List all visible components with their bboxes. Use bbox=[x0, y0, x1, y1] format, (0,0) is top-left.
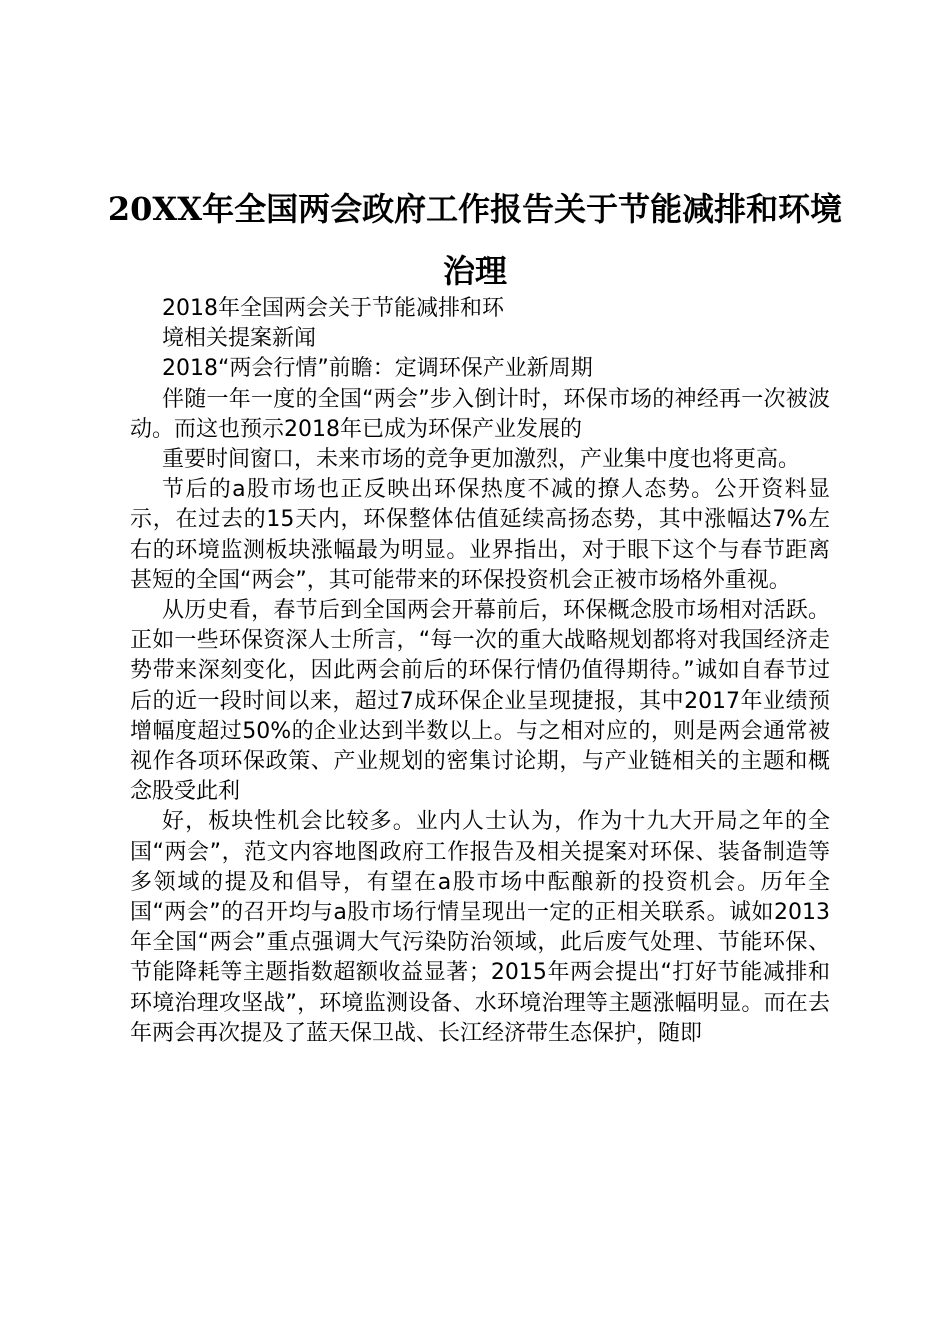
document-body bbox=[130, 294, 830, 1049]
title-text: 年全国两会政府工作报告关于节能减排和环境治理 bbox=[202, 190, 843, 290]
body-paragraph: 节后的a股市场也正反映出环保热度不减的撩人态势。公开资料显示，在过去的15天内，环保整体估值延续高扬态势，其中涨幅达7%左右的环境监测板块涨幅最为明显。业界指出，对于眼下这个与春节距离甚短的全国“两会”，其可能带来的环保投资机会正被市场格外重视。 bbox=[130, 477, 830, 593]
body-paragraph: 2018年全国两会关于节能减排和环 bbox=[162, 296, 504, 321]
body-paragraph: 好，板块性机会比较多。业内人士认为，作为十九大开局之年的全国“两会”，范文内容地图政府工作报告及相关提案对环保、装备制造等多领域的提及和倡导，有望在a股市场中酝酿新的投资机会。历年全国“两会”的召开均与a股市场行情呈现出一定的正相关联系。诚如2013年全国“两会”重点强调大气污染防治领域，此后废气处理、节能环保、节能降耗等主题指数超额收益显著；2015年两会提出“打好节能减排和环境治理攻坚战”，环境监测设备、水环境治理等主题涨幅明显。而在去年两会再次提及了蓝天保卫战、长江经济带生态保护，随即 bbox=[130, 809, 830, 1046]
body-paragraph: 重要时间窗口，未来市场的竞争更加激烈，产业集中度也将更高。 bbox=[162, 447, 801, 473]
body-paragraph: 境相关提案新闻 bbox=[162, 326, 317, 352]
body-paragraph: 2018“两会行情”前瞻：定调环保产业新周期 bbox=[162, 356, 593, 382]
body-paragraph: 从历史看，春节后到全国两会开幕前后，环保概念股市场相对活跃。正如一些环保资深人士所言，“每一次的重大战略规划都将对我国经济走势带来深刻变化，因此两会前后的环保行情仍值得期待。”诚如自春节过后的近一段时间以来，超过7成环保企业呈现捷报，其中2017年业绩预增幅度超过50%的企业达到半数以上。与之相对应的，则是两会通常被视作各项环保政策、产业规划的密集讨论期，与产业链相关的主题和概念股受此利 bbox=[130, 598, 830, 805]
title-year: 20XX bbox=[107, 190, 203, 228]
document-title bbox=[100, 178, 850, 302]
body-paragraph: 伴随一年一度的全国“两会”步入倒计时，环保市场的神经再一次被波动。而这也预示2018年已成为环保产业发展的 bbox=[130, 386, 830, 442]
